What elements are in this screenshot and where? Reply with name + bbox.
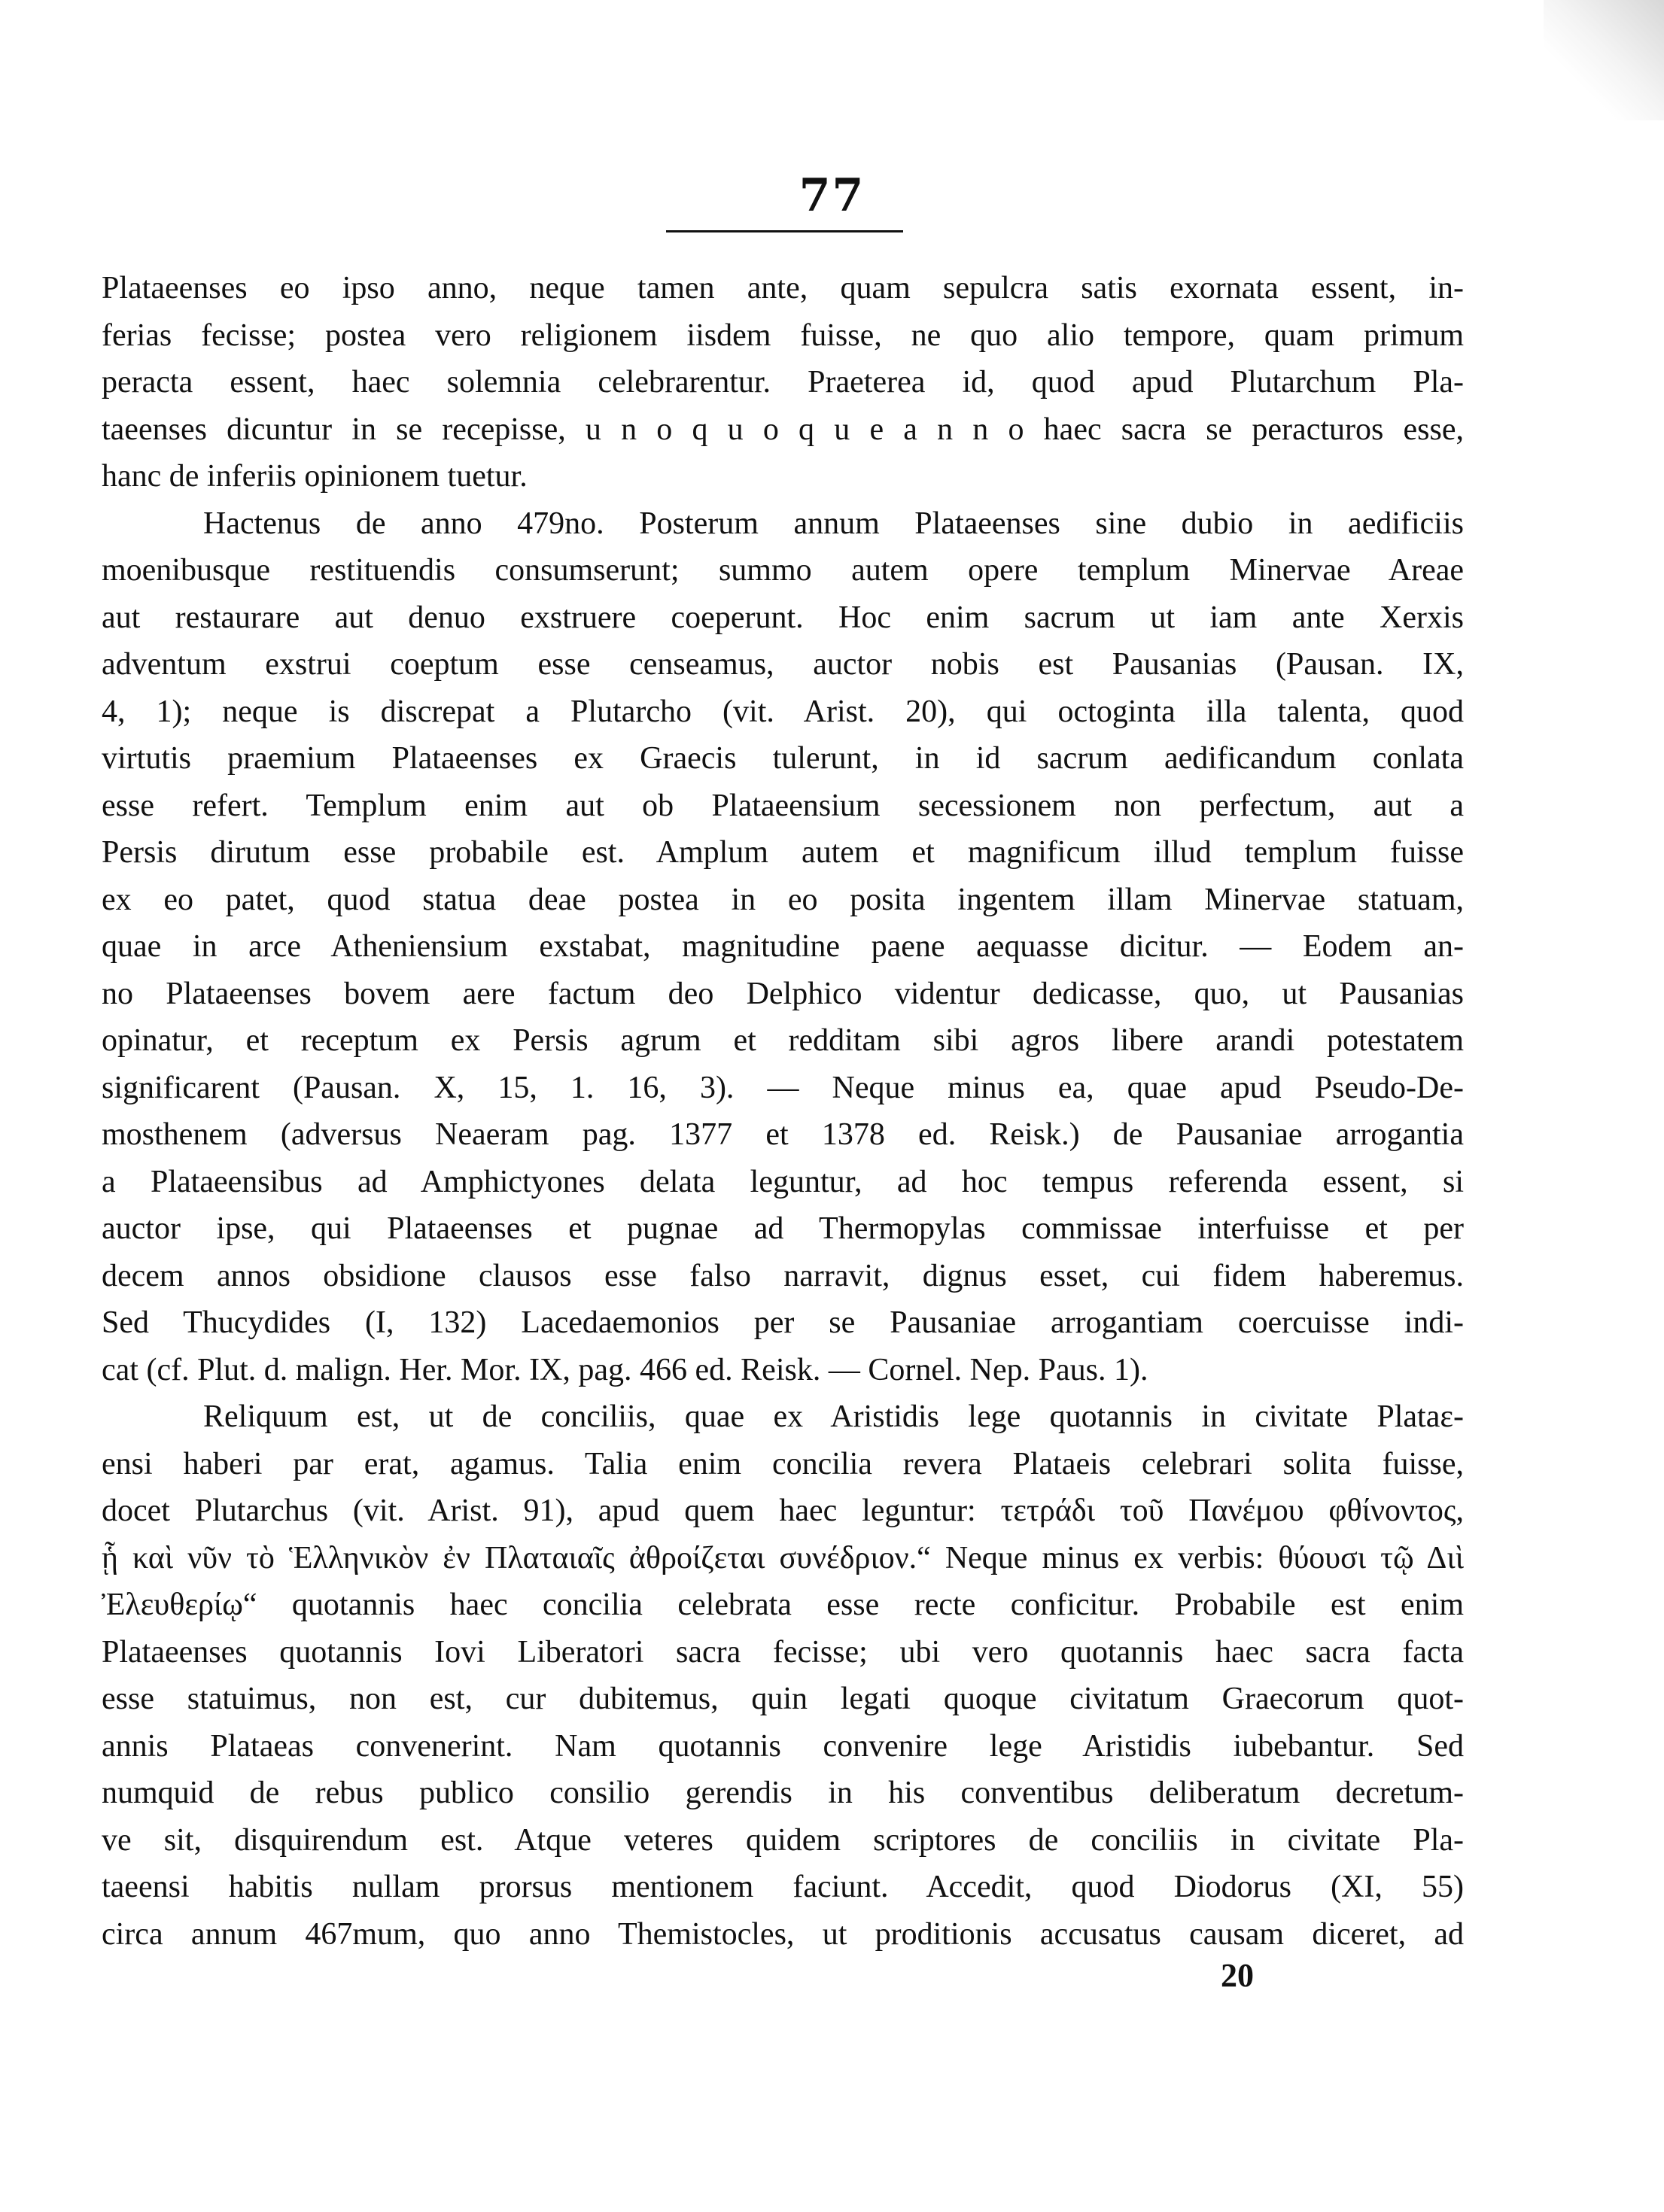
page-corner-shading <box>1544 0 1664 120</box>
text-line: esse statuimus, non est, cur dubitemus, quin legati quoque civitatum Graecorum quot- <box>102 1682 1464 1716</box>
signature-mark: 20 <box>1221 1957 1254 1994</box>
text-line: a Plataeensibus ad Amphictyones delata leguntur, ad hoc tempus referenda essent, si <box>102 1164 1464 1199</box>
text-line: peracta essent, haec solemnia celebrarentur. Praeterea id, quod apud Plutarchum Pla- <box>102 365 1464 400</box>
text-line: ᾗ καὶ νῦν τὸ Ἑλληνικὸν ἐν Πλαταιαῖς ἀθροίζεται συνέδριον.“ Neque minus ex verbis: θύουσι τῷ Διὶ <box>102 1540 1464 1575</box>
header-rule <box>666 230 903 232</box>
text-line: 4, 1); neque is discrepat a Plutarcho (vit. Arist. 20), qui octoginta illa talenta, quod <box>102 694 1464 729</box>
text-line: significarent (Pausan. X, 15, 1. 16, 3). — Neque minus ea, quae apud Pseudo-De- <box>102 1070 1464 1105</box>
text-line: cat (cf. Plut. d. malign. Her. Mor. IX, pag. 466 ed. Reisk. — Cornel. Nep. Paus. 1). <box>102 1352 1148 1387</box>
text-line: ensi haberi par erat, agamus. Talia enim concilia revera Plataeis celebrari solita fuisse, <box>102 1446 1464 1481</box>
text-line: Plataeenses quotannis Iovi Liberatori sacra fecisse; ubi vero quotannis haec sacra facta <box>102 1634 1464 1670</box>
text-line: esse refert. Templum enim aut ob Plataeensium secessionem non perfectum, aut a <box>102 788 1464 823</box>
text-line: Ἐλευθερίῳ“ quotannis haec concilia celebrata esse recte conficitur. Probabile est enim <box>102 1588 1464 1622</box>
text-line: Persis dirutum esse probabile est. Amplum autem et magnificum illud templum fuisse <box>102 835 1464 870</box>
text-line: opinatur, et receptum ex Persis agrum et redditam sibi agros libere arandi potestatem <box>102 1023 1464 1058</box>
text-line: annis Plataeas convenerint. Nam quotannis convenire lege Aristidis iubebantur. Sed <box>102 1728 1464 1764</box>
text-line: moenibusque restituendis consumserunt; summo autem opere templum Minervae Areae <box>102 553 1464 588</box>
text-line: virtutis praemium Plataeenses ex Graecis tulerunt, in id sacrum aedificandum conlata <box>102 741 1464 776</box>
page-number: 77 <box>799 169 865 222</box>
text-line: numquid de rebus publico consilio gerendis in his conventibus deliberatum decretum- <box>102 1776 1464 1810</box>
text-line: aut restaurare aut denuo exstruere coeperunt. Hoc enim sacrum ut iam ante Xerxis <box>102 600 1464 635</box>
text-line: circa annum 467mum, quo anno Themistocles, ut proditionis accusatus causam diceret, ad <box>102 1916 1464 1952</box>
text-line: ex eo patet, quod statua deae postea in eo posita ingentem illam Minervae statuam, <box>102 882 1464 917</box>
text-line: ferias fecisse; postea vero religionem iisdem fuisse, ne quo alio tempore, quam primum <box>102 318 1464 353</box>
text-line: no Plataeenses bovem aere factum deo Delphico videntur dedicasse, quo, ut Pausanias <box>102 976 1464 1011</box>
text-line: Plataeenses eo ipso anno, neque tamen ante, quam sepulcra satis exornata essent, in- <box>102 271 1464 305</box>
text-line: docet Plutarchus (vit. Arist. 91), apud quem haec leguntur: τετράδι τοῦ Πανέμου φθίνοντος, <box>102 1493 1464 1528</box>
text-line: hanc de inferiis opinionem tuetur. <box>102 459 528 494</box>
text-line: decem annos obsidione clausos esse falso narravit, dignus esset, cui fidem haberemus. <box>102 1258 1464 1293</box>
text-line: ve sit, disquirendum est. Atque veteres quidem scriptores de conciliis in civitate Pla- <box>102 1822 1464 1858</box>
text-line: taeensi habitis nullam prorsus mentionem faciunt. Accedit, quod Diodorus (XI, 55) <box>102 1870 1464 1904</box>
text-line: auctor ipse, qui Plataeenses et pugnae ad Thermopylas commissae interfuisse et per <box>102 1211 1464 1246</box>
text-line: Reliquum est, ut de conciliis, quae ex Aristidis lege quotannis in civitate Plataε- <box>203 1399 1464 1434</box>
text-line: Sed Thucydides (I, 132) Lacedaemonios per se Pausaniae arrogantiam coercuisse indi- <box>102 1305 1464 1340</box>
text-line: Hactenus de anno 479no. Posterum annum Plataeenses sine dubio in aedificiis <box>203 506 1464 541</box>
text-line: quae in arce Atheniensium exstabat, magnitudine paene aequasse dicitur. — Eodem an- <box>102 929 1464 964</box>
body-text <box>102 265 1464 1958</box>
text-line: mosthenem (adversus Neaeram pag. 1377 et 1378 ed. Reisk.) de Pausaniae arrogantia <box>102 1117 1464 1152</box>
text-line: adventum exstrui coeptum esse censeamus, auctor nobis est Pausanias (Pausan. IX, <box>102 647 1464 682</box>
text-line: taeenses dicuntur in se recepisse, u n o q u o q u e a n n o haec sacra se peracturos esse, <box>102 412 1464 447</box>
